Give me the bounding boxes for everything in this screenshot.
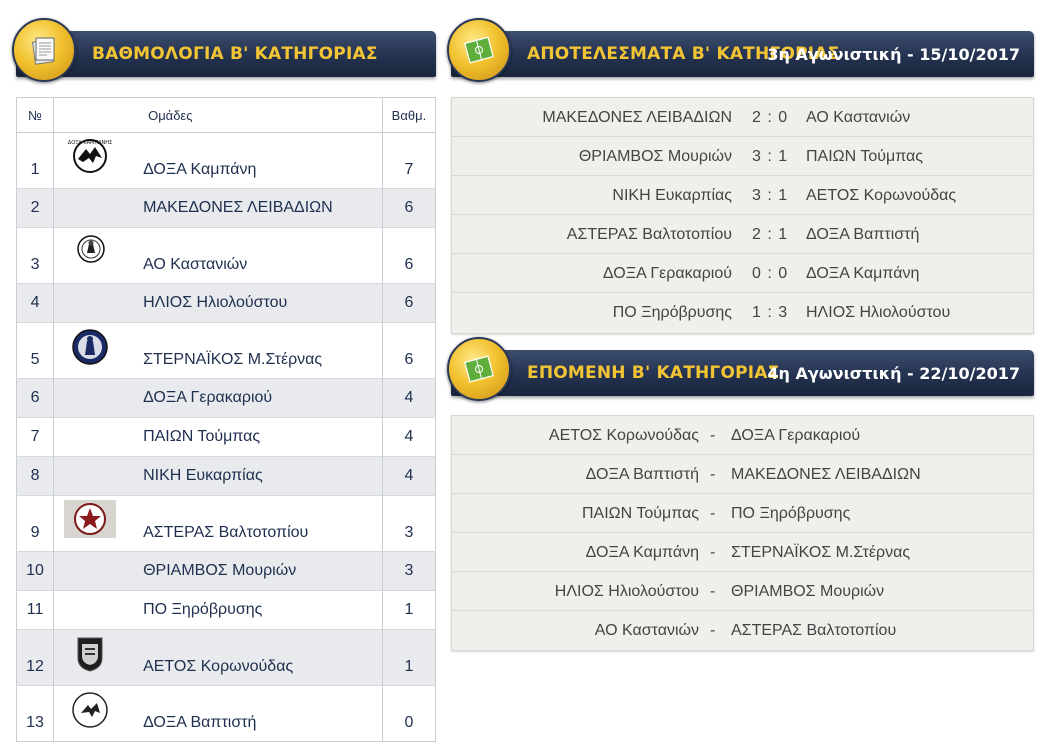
row-points: 6 (382, 323, 435, 379)
away-team: ΑΕΤΟΣ Κορωνούδας (806, 187, 957, 204)
row-number: 5 (17, 323, 54, 379)
fixture-separator: - (710, 583, 716, 600)
fixture-row (452, 494, 1033, 533)
table-row (17, 630, 436, 686)
home-team: ΜΑΚΕΔΟΝΕΣ ΛΕΙΒΑΔΙΩΝ (542, 109, 732, 126)
table-row (17, 496, 436, 552)
row-team-cell (54, 284, 383, 323)
fixture-separator: - (710, 466, 716, 483)
row-team-cell (54, 686, 383, 742)
fixture-row (452, 572, 1033, 611)
home-team: ΝΙΚΗ Ευκαρπίας (612, 187, 732, 204)
row-team: ΘΡΙΑΜΒΟΣ Μουριών (143, 562, 297, 579)
fixture-separator: - (710, 427, 716, 444)
table-row (17, 457, 436, 496)
row-points: 1 (382, 591, 435, 630)
row-number: 4 (17, 284, 54, 323)
table-row (17, 189, 436, 228)
row-team: ΔΟΞΑ Καμπάνη (143, 161, 257, 178)
row-points: 4 (382, 379, 435, 418)
table-row (17, 552, 436, 591)
home-team: ΔΟΞΑ Βαπτιστή (585, 466, 699, 483)
home-team: ΑΕΤΟΣ Κορωνούδας (548, 427, 699, 444)
standings-badge (12, 18, 76, 82)
results-round: 3η Αγωνιστική - 15/10/2017 (767, 45, 1020, 64)
row-number: 10 (17, 552, 54, 591)
fixture-separator: - (710, 505, 716, 522)
row-number: 2 (17, 189, 54, 228)
home-team: ΑΟ Καστανιών (594, 622, 699, 639)
match-score: 2 : 1 (752, 226, 789, 243)
row-team: ΠΑΙΩΝ Τούμπας (143, 428, 261, 445)
row-number: 7 (17, 418, 54, 457)
standings-header-row (17, 98, 436, 133)
col-team: Ομάδες (54, 98, 383, 133)
row-team: ΑΟ Καστανιών (143, 256, 248, 273)
row-points: 7 (382, 133, 435, 189)
next-round: 4η Αγωνιστική - 22/10/2017 (767, 364, 1020, 383)
results-list (451, 97, 1034, 334)
result-row (452, 293, 1033, 332)
ao-kastanion-logo (76, 234, 106, 264)
fixture-separator: - (710, 544, 716, 561)
row-team-cell (54, 379, 383, 418)
fixture-row (452, 416, 1033, 455)
row-number: 3 (17, 228, 54, 284)
row-team-cell (54, 323, 383, 379)
away-team: ΔΟΞΑ Γερακαριού (731, 427, 861, 444)
row-points: 3 (382, 552, 435, 591)
result-row (452, 137, 1033, 176)
table-row (17, 323, 436, 379)
table-row (17, 686, 436, 742)
home-team: ΠΟ Ξηρόβρυσης (612, 304, 732, 321)
seal-text: ΔΟΞΑ ΚΑΜΠΑΝΗΣ (67, 140, 113, 146)
row-points: 6 (382, 189, 435, 228)
results-header (451, 31, 1034, 77)
row-team-cell (54, 418, 383, 457)
row-team: ΔΟΞΑ Γερακαριού (143, 389, 273, 406)
table-row (17, 418, 436, 457)
document-icon (29, 35, 59, 65)
row-points: 4 (382, 457, 435, 496)
row-team-cell (54, 228, 383, 284)
row-team-cell (54, 457, 383, 496)
standings-table (16, 97, 436, 742)
next-list (451, 415, 1034, 651)
away-team: ΑΟ Καστανιών (806, 109, 911, 126)
row-team-cell (54, 189, 383, 228)
match-score: 3 : 1 (752, 187, 789, 204)
col-points: Βαθμ. (382, 98, 435, 133)
home-team: ΔΟΞΑ Καμπάνη (585, 544, 699, 561)
away-team: ΔΟΞΑ Καμπάνη (806, 265, 920, 282)
row-team-cell (54, 133, 383, 189)
home-team: ΗΛΙΟΣ Ηλιολούστου (554, 583, 699, 600)
away-team: ΔΟΞΑ Βαπτιστή (806, 226, 920, 243)
fixture-separator: - (710, 622, 716, 639)
table-row (17, 133, 436, 189)
results-title: ΑΠΟΤΕΛΕΣΜΑΤΑ Β' ΚΑΤΗΓΟΡΙΑΣ (527, 44, 840, 64)
aetos-logo (76, 636, 104, 672)
row-points: 1 (382, 630, 435, 686)
football-pitch-icon (464, 354, 494, 384)
row-team: ΣΤΕΡΝΑΪΚΟΣ Μ.Στέρνας (143, 351, 323, 368)
away-team: ΗΛΙΟΣ Ηλιολούστου (806, 304, 951, 321)
row-team: ΑΣΤΕΡΑΣ Βαλτοτοπίου (143, 524, 309, 541)
row-team: ΠΟ Ξηρόβρυσης (143, 601, 263, 618)
home-team: ΔΟΞΑ Γερακαριού (602, 265, 732, 282)
row-points: 6 (382, 228, 435, 284)
result-row (452, 98, 1033, 137)
row-points: 6 (382, 284, 435, 323)
row-number: 9 (17, 496, 54, 552)
row-team: ΗΛΙΟΣ Ηλιολούστου (143, 294, 288, 311)
table-row (17, 228, 436, 284)
row-team: ΝΙΚΗ Ευκαρπίας (143, 467, 263, 484)
away-team: ΑΣΤΕΡΑΣ Βαλτοτοπίου (731, 622, 897, 639)
result-row (452, 215, 1033, 254)
row-team: ΔΟΞΑ Βαπτιστή (143, 714, 257, 731)
home-team: ΑΣΤΕΡΑΣ Βαλτοτοπίου (566, 226, 732, 243)
row-number: 12 (17, 630, 54, 686)
row-number: 6 (17, 379, 54, 418)
doxa-vaptisti-logo (71, 691, 109, 729)
table-row (17, 379, 436, 418)
row-points: 4 (382, 418, 435, 457)
next-title: ΕΠΟΜΕΝΗ Β' ΚΑΤΗΓΟΡΙΑΣ (527, 363, 780, 383)
next-badge (447, 337, 511, 401)
away-team: ΘΡΙΑΜΒΟΣ Μουριών (731, 583, 885, 600)
row-team: ΜΑΚΕΔΟΝΕΣ ΛΕΙΒΑΔΙΩΝ (143, 199, 333, 216)
row-team-cell (54, 591, 383, 630)
match-score: 0 : 0 (752, 265, 789, 282)
away-team: ΠΟ Ξηρόβρυσης (731, 505, 851, 522)
row-team-cell (54, 496, 383, 552)
fixture-row (452, 533, 1033, 572)
result-row (452, 254, 1033, 293)
away-team: ΜΑΚΕΔΟΝΕΣ ΛΕΙΒΑΔΙΩΝ (731, 466, 921, 483)
football-pitch-icon (464, 35, 494, 65)
fixture-row (452, 455, 1033, 494)
standings-title: ΒΑΘΜΟΛΟΓΙΑ Β' ΚΑΤΗΓΟΡΙΑΣ (92, 44, 378, 64)
away-team: ΠΑΙΩΝ Τούμπας (806, 148, 923, 165)
next-header (451, 350, 1034, 396)
match-score: 2 : 0 (752, 109, 789, 126)
asteras-logo (64, 500, 116, 538)
result-row (452, 176, 1033, 215)
row-points: 3 (382, 496, 435, 552)
match-score: 3 : 1 (752, 148, 789, 165)
row-points: 0 (382, 686, 435, 742)
table-row (17, 284, 436, 323)
row-number: 1 (17, 133, 54, 189)
home-team: ΠΑΙΩΝ Τούμπας (582, 505, 699, 522)
row-number: 13 (17, 686, 54, 742)
standings-header (16, 31, 436, 77)
row-team-cell (54, 552, 383, 591)
table-row (17, 591, 436, 630)
row-number: 11 (17, 591, 54, 630)
away-team: ΣΤΕΡΝΑΪΚΟΣ Μ.Στέρνας (731, 544, 911, 561)
col-number: № (17, 98, 54, 133)
row-team-cell (54, 630, 383, 686)
row-team: ΑΕΤΟΣ Κορωνούδας (143, 658, 294, 675)
fixture-row (452, 611, 1033, 650)
home-team: ΘΡΙΑΜΒΟΣ Μουριών (578, 148, 732, 165)
doxa-kampani-logo (61, 137, 119, 175)
match-score: 1 : 3 (752, 304, 789, 321)
row-number: 8 (17, 457, 54, 496)
sternaikos-logo (71, 328, 109, 366)
results-badge (447, 18, 511, 82)
